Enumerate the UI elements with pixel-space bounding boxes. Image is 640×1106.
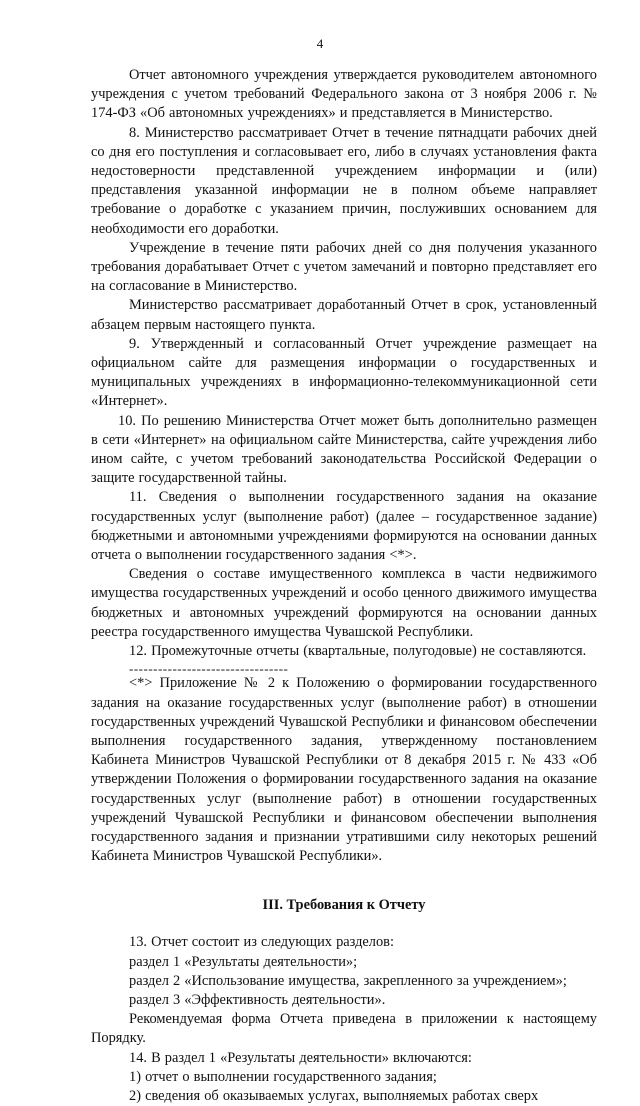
paragraph-9: 9. Утвержденный и согласованный Отчет учреждение размещает на официальном сайте для размещения информации о государственных и муниципальных учреждениях в информационно-телекоммуникационной сети «Интернет». [91,335,597,410]
footnote: <*> Приложение № 2 к Положению о формировании государственного задания на оказание государственных услуг (выполнение работ) в отношении государственных учреждений Чувашской Республики и финансовом обеспечении выполнения государственного задания, утвержденному постановлением Кабинета Министров Чувашской Республики от 8 декабря 2015 г. № 433 «Об утверждении Положения о формировании государственного задания на оказание государственных услуг (выполнение работ) в отношении государственных учреждений Чувашской Республики и финансовом обеспечении выполнения государственного задания и признании утратившими силу некоторых решений Кабинета Министров Чувашской Республики». [91,675,597,865]
paragraph-12: 12. Промежуточные отчеты (квартальные, полугодовые) не составляются. [129,643,587,660]
list-item-section-3: раздел 3 «Эффективность деятельности». [129,991,386,1008]
paragraph-14: 14. В раздел 1 «Результаты деятельности» включаются: [129,1049,472,1066]
paragraph-form-reference: Рекомендуемая форма Отчета приведена в приложении к настоящему Порядку. [91,1011,597,1047]
list-item-1: 1) отчет о выполнении государственного задания; [129,1068,437,1085]
section-3-body [91,933,597,1106]
list-item-section-2: раздел 2 «Использование имущества, закрепленного за учреждением»; [129,972,567,989]
paragraph-11: 11. Сведения о выполнении государственного задания на оказание государственных услуг (выполнение работ) (далее – государственное задание) бюджетными и автономными учреждениями формируются на основании данных отчета о выполнении государственного задания <*>. [91,489,597,564]
list-item-section-1: раздел 1 «Результаты деятельности»; [129,953,358,970]
paragraph-8: 8. Министерство рассматривает Отчет в течение пятнадцати рабочих дней со дня его поступления и согласовывает его, либо в случаях установления факта недостоверности представленной учреждением информации и (или) представления указанной информации не в полном объеме направляет требование о доработке с указанием причин, послуживших основанием для необходимости его доработки. [91,124,597,237]
page-number: 4 [316,36,324,51]
paragraph-10: 10. По решению Министерства Отчет может быть дополнительно размещен в сети «Интернет» на официальном сайте Министерства, сайте учреждения либо ином сайте, с учетом требований законодательства Российской Федерации о защите государственной тайны. [91,412,597,487]
footnote-separator: --------------------------------- [129,664,289,675]
paragraph-revision: Учреждение в течение пяти рабочих дней со дня получения указанного требования дорабатывает Отчет с учетом замечаний и повторно представляет его на согласование в Министерство. [91,239,597,295]
paragraph-approval: Отчет автономного учреждения утверждается руководителем автономного учреждения с учетом требований Федерального закона от 3 ноября 2006 г. № 174-ФЗ «Об автономных учреждениях» и представляется в Министерство. [91,67,597,122]
paragraph-property: Сведения о составе имущественного комплекса в части недвижимого имущества государственных учреждений и особо ценного движимого имущества бюджетных и автономных учреждений формируются на основании данных реестра государственного имущества Чувашской Республики. [91,566,597,640]
document-body [91,66,597,1106]
section-heading: III. Требования к Отчету [262,897,426,914]
paragraph-ministry-review: Министерство рассматривает доработанный Отчет в срок, установленный абзацем первым настоящего пункта. [91,297,597,333]
paragraph-13: 13. Отчет состоит из следующих разделов: [129,934,394,951]
list-item-2: 2) сведения об оказываемых услугах, выполняемых работах сверх [129,1087,539,1104]
